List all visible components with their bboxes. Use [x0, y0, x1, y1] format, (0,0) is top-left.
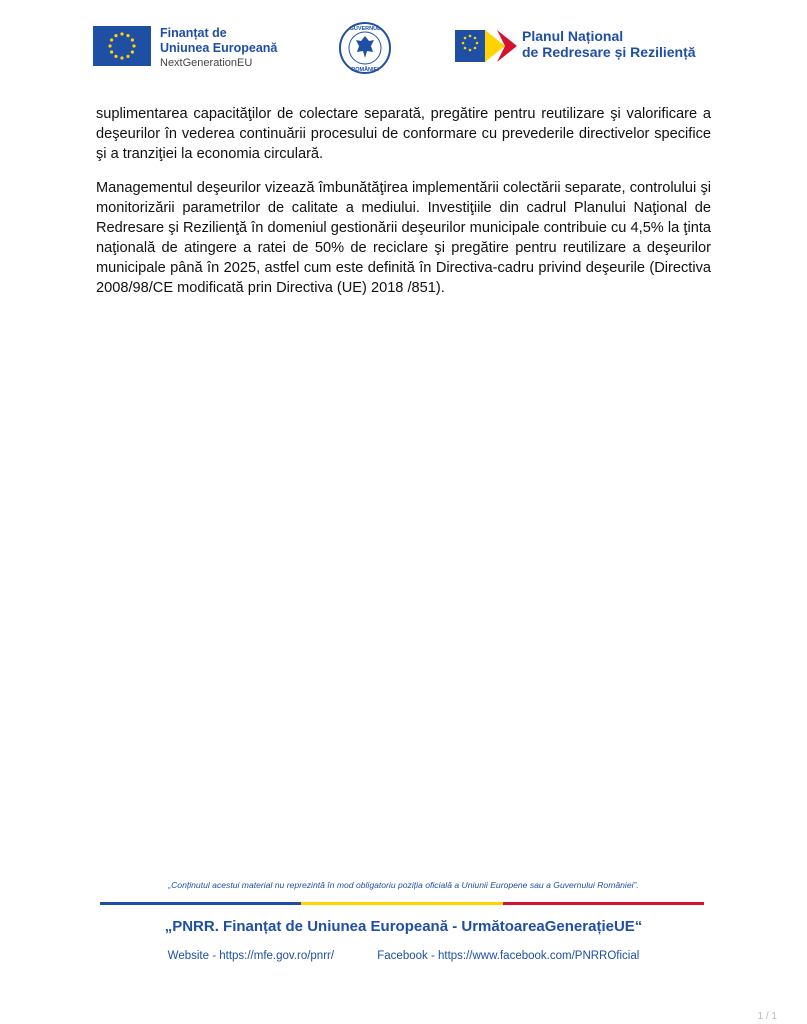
document-body	[96, 104, 711, 312]
page-number: 1 / 1	[757, 1011, 777, 1022]
eu-star-icon	[132, 44, 135, 47]
eu-star-icon	[126, 34, 129, 37]
footer-links	[0, 950, 807, 962]
eu-line-3: NextGenerationEU	[160, 57, 253, 69]
eu-line-1: Finanțat de	[160, 26, 227, 40]
svg-text:ROMÂNIEI: ROMÂNIEI	[351, 67, 379, 73]
romanian-government-seal-icon	[338, 21, 392, 75]
svg-text:GUVERNUL: GUVERNUL	[349, 26, 381, 32]
paragraph: suplimentarea capacităţilor de colectare separată, pregătire pentru reutilizare şi valorificare a deşeurilor în vederea continuării procesului de conformare cu prevederile directivelor specifice şi a tranziţiei la economia circulară.	[96, 106, 711, 162]
eu-star-icon	[114, 55, 117, 58]
eu-star-icon	[131, 38, 134, 41]
eu-star-icon	[120, 32, 123, 35]
pnrr-line-1: Planul Național	[522, 28, 624, 44]
pnrr-slogan: „PNRR. Finanțat de Uniunea Europeană - UrmătoareaGenerațieUE“	[164, 918, 643, 935]
eu-star-icon	[126, 55, 129, 58]
eu-flag-icon	[93, 26, 151, 66]
page-header	[0, 18, 807, 78]
eu-line-2: Uniunea Europeană	[160, 41, 278, 55]
eu-star-icon	[114, 34, 117, 37]
pnrr-label	[522, 28, 696, 60]
facebook-link[interactable]: Facebook - https://www.facebook.com/PNRROficial	[377, 950, 640, 962]
eu-star-icon	[110, 50, 113, 53]
eu-funding-label	[160, 26, 277, 71]
website-link[interactable]: Website - https://mfe.gov.ro/pnrr/	[167, 950, 335, 962]
disclaimer-text: „Conținutul acestui material nu reprezintă în mod obligatoriu poziția oficială a Uniunii Europene sau a Guvernului României”.	[168, 880, 639, 890]
eu-star-icon	[131, 50, 134, 53]
tricolor-divider	[100, 902, 704, 905]
eu-star-icon	[108, 44, 111, 47]
pnrr-line-2: de Redresare și Reziliență	[522, 44, 696, 60]
pnrr-logo-icon	[455, 28, 520, 64]
paragraph: Managementul deşeurilor vizează îmbunătăţirea implementării colectării separate, controlului şi monitorizării parametrilor de calitate a mediului. Investiţiile din cadrul Planului Naţional de Redresare şi Rezilienţă în domeniul gestionării deşeurilor municipale contribuie cu 4,5% la ţinta naţională de atingere a ratei de 50% de reciclare şi pregătire pentru reutilizare a deşeurilor municipale până în 2025, astfel cum este definită în Directiva-cadru privind deşeurile (Directiva 2008/98/CE modificată prin Directiva (UE) 2018 /851).	[96, 180, 711, 296]
eu-star-icon	[110, 38, 113, 41]
eu-star-icon	[120, 56, 123, 59]
